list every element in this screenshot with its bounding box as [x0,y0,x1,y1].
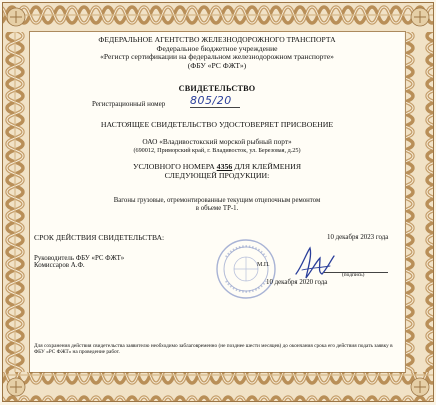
products-line1: Вагоны грузовые, отремонтированные текущим отцепочным ремонтом [113,197,321,204]
validity-label: СРОК ДЕЙСТВИЯ СВИДЕТЕЛЬСТВА: [34,233,165,242]
header-institution: Федеральное бюджетное учреждение [156,43,278,53]
products-description [30,197,404,213]
cond-prefix: УСЛОВНОГО НОМЕРА [132,162,215,171]
company-name: ОАО «Владивостокский морской рыбный порт» [142,137,292,146]
cond-line2: СЛЕДУЮЩЕЙ ПРОДУКЦИИ: [164,170,270,180]
reg-number-value: 805/20 [190,94,232,107]
header-agency: ФЕДЕРАЛЬНОЕ АГЕНТСТВО ЖЕЛЕЗНОДОРОЖНОГО ТРАНСПОРТА [98,35,336,44]
grants-statement: НАСТОЯЩЕЕ СВИДЕТЕЛЬСТВО УДОСТОВЕРЯЕТ ПРИСВОЕНИЕ [100,120,334,129]
header-abbr: (ФБУ «РС ФЖТ») [187,61,247,71]
reg-number-label: Регистрационный номер [92,100,166,108]
certificate-body [30,32,404,372]
signature-date: 10 декабря 2020 года [266,279,328,286]
handwritten-signature-icon [292,244,338,284]
cond-suffix: ДЛЯ КЛЕЙМЕНИЯ [234,162,302,171]
issuer-header [30,36,404,71]
header-registry: «Регистр сертификации на федеральном железнодорожном транспорте» [100,52,334,62]
validity-date: 10 декабря 2023 года [327,234,389,241]
certificate-title: СВИДЕТЕЛЬСТВО [178,84,256,93]
round-seal-icon [214,237,278,301]
renewal-notice: Для сохранения действия свидетельства заявителю необходимо заблаговременно (не позднее шести месяцев) до окончания срока его действия подать заявку в ФБУ «РС ФЖТ» на проведение работ. [34,343,393,356]
head-label: Руководитель ФБУ «РС ФЖТ» [34,255,125,262]
company-address: (690012, Приморский край, г. Владивосток, ул. Березовая, д.25) [133,147,301,154]
reg-number-underline [190,107,240,108]
head-name: Комиссаров А.Ф. [34,262,85,269]
seal-place-label: М.П. [257,262,270,268]
products-line2: в объеме ТР-1. [195,204,239,212]
signature-caption: (подпись) [342,272,365,278]
conditional-number-block [30,163,404,181]
cond-number: 4356 [216,162,233,171]
